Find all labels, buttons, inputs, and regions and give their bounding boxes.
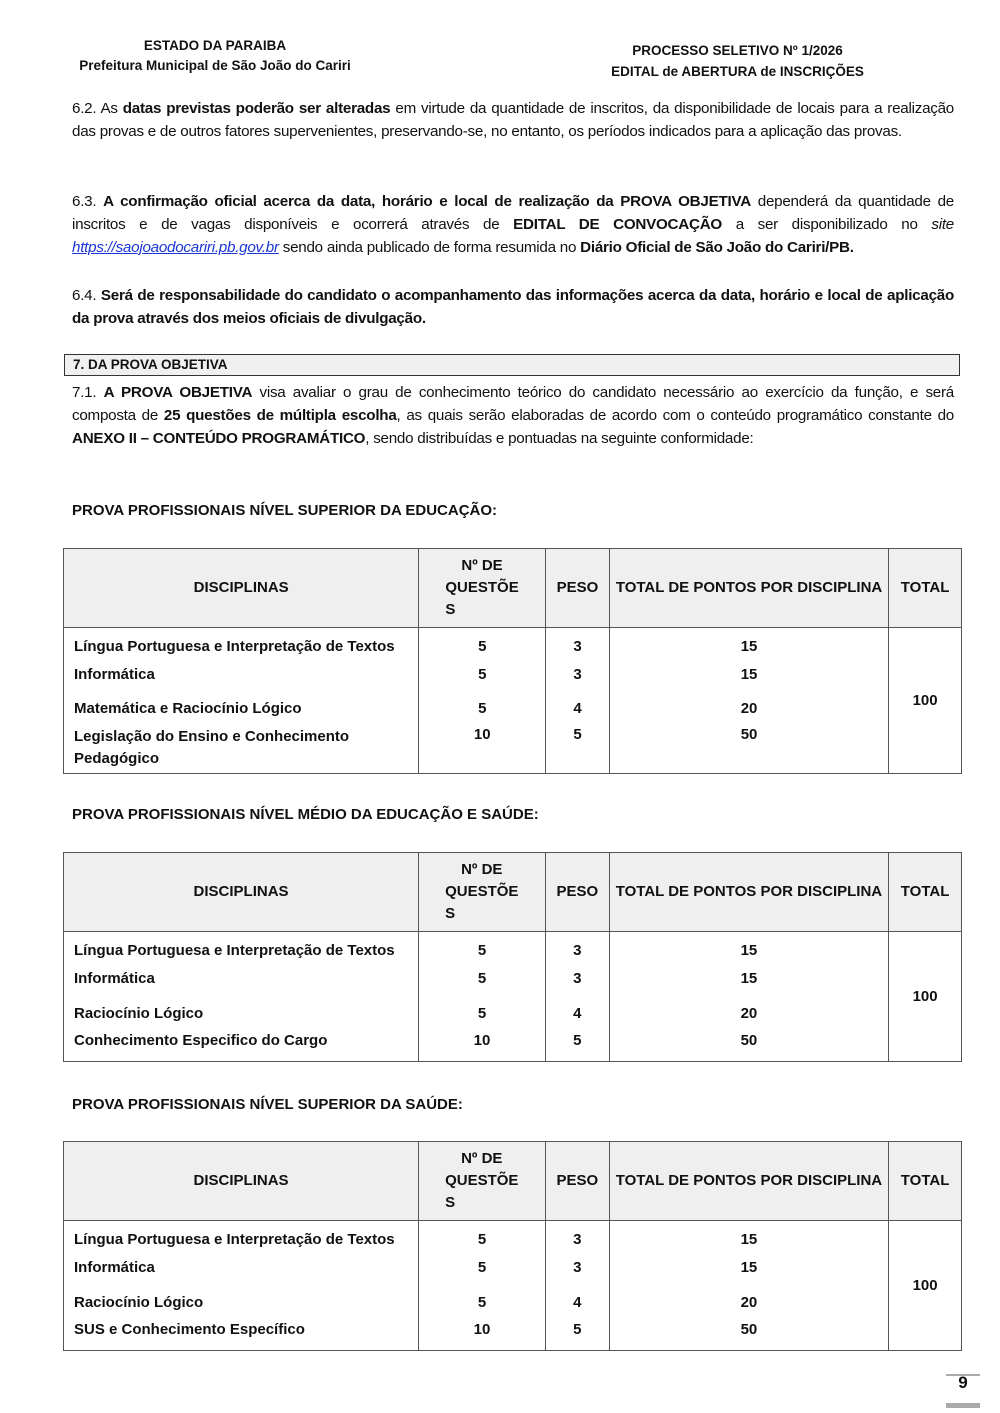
cell-disciplina: SUS e Conhecimento Específico [64, 1321, 419, 1351]
cell-peso: 5 [545, 1321, 609, 1351]
header-process: PROCESSO SELETIVO Nº 1/2026 [632, 43, 843, 58]
header-state: ESTADO DA PARAIBA [143, 38, 287, 53]
table-row [64, 1000, 962, 1032]
bold-text: datas previstas poderão ser alteradas [122, 100, 391, 117]
paragraph-7-1 [72, 381, 954, 450]
cell-peso: 5 [545, 1032, 609, 1062]
cell-peso: 4 [546, 696, 610, 726]
col-total: TOTAL [889, 549, 962, 628]
table-row [64, 1289, 962, 1321]
bold-text: 25 questões de múltipla escolha [163, 407, 397, 424]
cell-peso: 5 [546, 726, 610, 774]
cell-pontos: 20 [609, 696, 888, 726]
bold-text: A PROVA OBJETIVA [103, 384, 253, 401]
col-total-pontos: TOTAL DE PONTOS POR DISCIPLINA [609, 853, 888, 932]
table-row [64, 970, 962, 1000]
table-title: PROVA PROFISSIONAIS NÍVEL MÉDIO DA EDUCAÇÃO E SAÚDE: [72, 806, 539, 823]
scoring-table-superior-educacao [63, 548, 962, 774]
section-heading: 7. DA PROVA OBJETIVA [64, 354, 960, 376]
cell-disciplina: Língua Portuguesa e Interpretação de Textos [64, 932, 419, 970]
paragraph-6-2 [72, 97, 954, 143]
header-text: QUESTÕE [445, 1172, 519, 1189]
cell-peso: 3 [545, 932, 609, 970]
col-total-pontos: TOTAL DE PONTOS POR DISCIPLINA [609, 1142, 888, 1221]
cell-questoes: 10 [419, 1321, 546, 1351]
cell-questoes: 5 [419, 970, 546, 1000]
text: sendo ainda publicado de forma resumida no [278, 239, 581, 256]
cell-questoes: 5 [419, 1000, 546, 1032]
cell-peso: 3 [546, 628, 610, 666]
cell-questoes: 5 [419, 1221, 546, 1259]
cell-questoes: 5 [419, 1289, 546, 1321]
table-row [64, 1321, 962, 1351]
cell-peso: 4 [545, 1289, 609, 1321]
cell-pontos: 20 [609, 1000, 888, 1032]
col-peso: PESO [545, 1142, 609, 1221]
cell-pontos: 20 [609, 1289, 888, 1321]
text: As [96, 100, 123, 117]
table-row [64, 1221, 962, 1259]
col-questoes [419, 549, 546, 628]
cell-questoes: 5 [419, 1259, 546, 1289]
cell-questoes: 5 [419, 628, 546, 666]
table-row [64, 1259, 962, 1289]
table-row [64, 932, 962, 970]
header-text: S [445, 1194, 456, 1211]
col-total: TOTAL [889, 853, 962, 932]
cell-disciplina: Conhecimento Especifico do Cargo [64, 1032, 419, 1062]
header-right [585, 40, 890, 82]
col-peso: PESO [545, 853, 609, 932]
header-left [60, 36, 370, 76]
header-text: QUESTÕE [445, 579, 519, 596]
cell-pontos: 50 [609, 1032, 888, 1062]
text: , as quais serão elaboradas de acordo com o conteúdo programático constante do [396, 407, 954, 424]
col-questoes [419, 853, 546, 932]
header-text: Nº DE [461, 1150, 503, 1167]
cell-disciplina: Matemática e Raciocínio Lógico [64, 696, 419, 726]
cell-pontos: 15 [609, 932, 888, 970]
cell-disciplina: Informática [64, 970, 419, 1000]
cell-pontos: 15 [609, 1221, 888, 1259]
bold-text: EDITAL DE CONVOCAÇÃO [513, 216, 722, 233]
cell-pontos: 15 [609, 628, 888, 666]
clause-number: 6.3. [72, 193, 97, 210]
header-text: S [445, 905, 456, 922]
table-row [64, 696, 962, 726]
table-header-row [64, 549, 962, 628]
text: em virtude da quantidade de inscritos, da disponibilidade de locais para a realização das provas e de outros fatores supervenientes, preservando-se, no entanto, os períodos indicados para a aplicação das provas. [72, 100, 955, 140]
cell-total: 100 [889, 932, 962, 1062]
col-total: TOTAL [889, 1142, 962, 1221]
text: a ser disponibilizado no [721, 216, 932, 233]
cell-pontos: 50 [609, 726, 888, 774]
bold-text: Diário Oficial de São João do Cariri/PB. [580, 239, 854, 256]
cell-questoes: 5 [419, 666, 546, 696]
clause-number: 6.4. [72, 287, 97, 304]
bold-text: ANEXO II – CONTEÚDO PROGRAMÁTICO [72, 430, 366, 447]
col-disciplinas: DISCIPLINAS [64, 853, 419, 932]
cell-disciplina: Informática [64, 666, 419, 696]
table-header-row [64, 853, 962, 932]
text: , sendo distribuídas e pontuadas na seguinte conformidade: [365, 430, 754, 447]
page-number: 9 [958, 1373, 968, 1392]
cell-disciplina: Informática [64, 1259, 419, 1289]
table-header-row [64, 1142, 962, 1221]
header-text: QUESTÕE [445, 883, 519, 900]
col-questoes [419, 1142, 546, 1221]
paragraph-6-4 [72, 284, 954, 330]
italic-text: site [931, 216, 954, 233]
cell-questoes: 5 [419, 696, 546, 726]
cell-pontos: 15 [609, 1259, 888, 1289]
table-row [64, 628, 962, 666]
website-link[interactable]: https://saojoaodocariri.pb.gov.br [72, 239, 279, 256]
cell-total: 100 [889, 1221, 962, 1351]
cell-peso: 3 [545, 1259, 609, 1289]
bold-text: Será de responsabilidade do candidato o acompanhamento das informações acerca da data, horário e local de aplicação da prova através dos meios oficiais de divulgação. [72, 287, 954, 327]
col-peso: PESO [546, 549, 610, 628]
text: visa avaliar o grau de conhecimento teórico do candidato necessário ao exercício da função, e será composta de [72, 384, 954, 424]
table-row [64, 666, 962, 696]
clause-number: 7.1. [72, 384, 97, 401]
table-row [64, 726, 962, 774]
col-disciplinas: DISCIPLINAS [64, 549, 419, 628]
cell-peso: 3 [545, 970, 609, 1000]
col-disciplinas: DISCIPLINAS [64, 1142, 419, 1221]
scoring-table-medio-educacao-saude [63, 852, 962, 1062]
cell-disciplina: Língua Portuguesa e Interpretação de Textos [64, 628, 419, 666]
page-number-rule-bottom [946, 1403, 980, 1408]
table-title: PROVA PROFISSIONAIS NÍVEL SUPERIOR DA SAÚDE: [72, 1096, 463, 1113]
cell-pontos: 15 [609, 666, 888, 696]
bold-text: A confirmação oficial acerca da data, horário e local de realização da PROVA OBJETIVA [103, 193, 751, 210]
paragraph-6-3 [72, 190, 954, 259]
clause-number: 6.2. [72, 100, 97, 117]
cell-disciplina: Legislação do Ensino e Conhecimento Pedagógico [64, 726, 419, 774]
cell-disciplina: Raciocínio Lógico [64, 1000, 419, 1032]
cell-questoes: 10 [419, 1032, 546, 1062]
table-title: PROVA PROFISSIONAIS NÍVEL SUPERIOR DA EDUCAÇÃO: [72, 502, 498, 519]
text: dependerá da quantidade de inscritos e de vagas disponíveis e ocorrerá através de [72, 193, 954, 233]
cell-questoes: 5 [419, 932, 546, 970]
header-text: Nº DE [461, 861, 503, 878]
cell-total: 100 [889, 628, 962, 774]
header-edital: EDITAL de ABERTURA de INSCRIÇÕES [611, 64, 864, 79]
cell-pontos: 15 [609, 970, 888, 1000]
header-text: S [445, 601, 456, 618]
cell-disciplina: Raciocínio Lógico [64, 1289, 419, 1321]
table-row [64, 1032, 962, 1062]
cell-questoes: 10 [419, 726, 546, 774]
cell-peso: 4 [545, 1000, 609, 1032]
header-municipality: Prefeitura Municipal de São João do Cariri [79, 58, 351, 73]
cell-peso: 3 [545, 1221, 609, 1259]
header-text: Nº DE [461, 557, 503, 574]
cell-peso: 3 [546, 666, 610, 696]
cell-disciplina: Língua Portuguesa e Interpretação de Textos [64, 1221, 419, 1259]
col-total-pontos: TOTAL DE PONTOS POR DISCIPLINA [609, 549, 888, 628]
cell-pontos: 50 [609, 1321, 888, 1351]
scoring-table-superior-saude [63, 1141, 962, 1351]
